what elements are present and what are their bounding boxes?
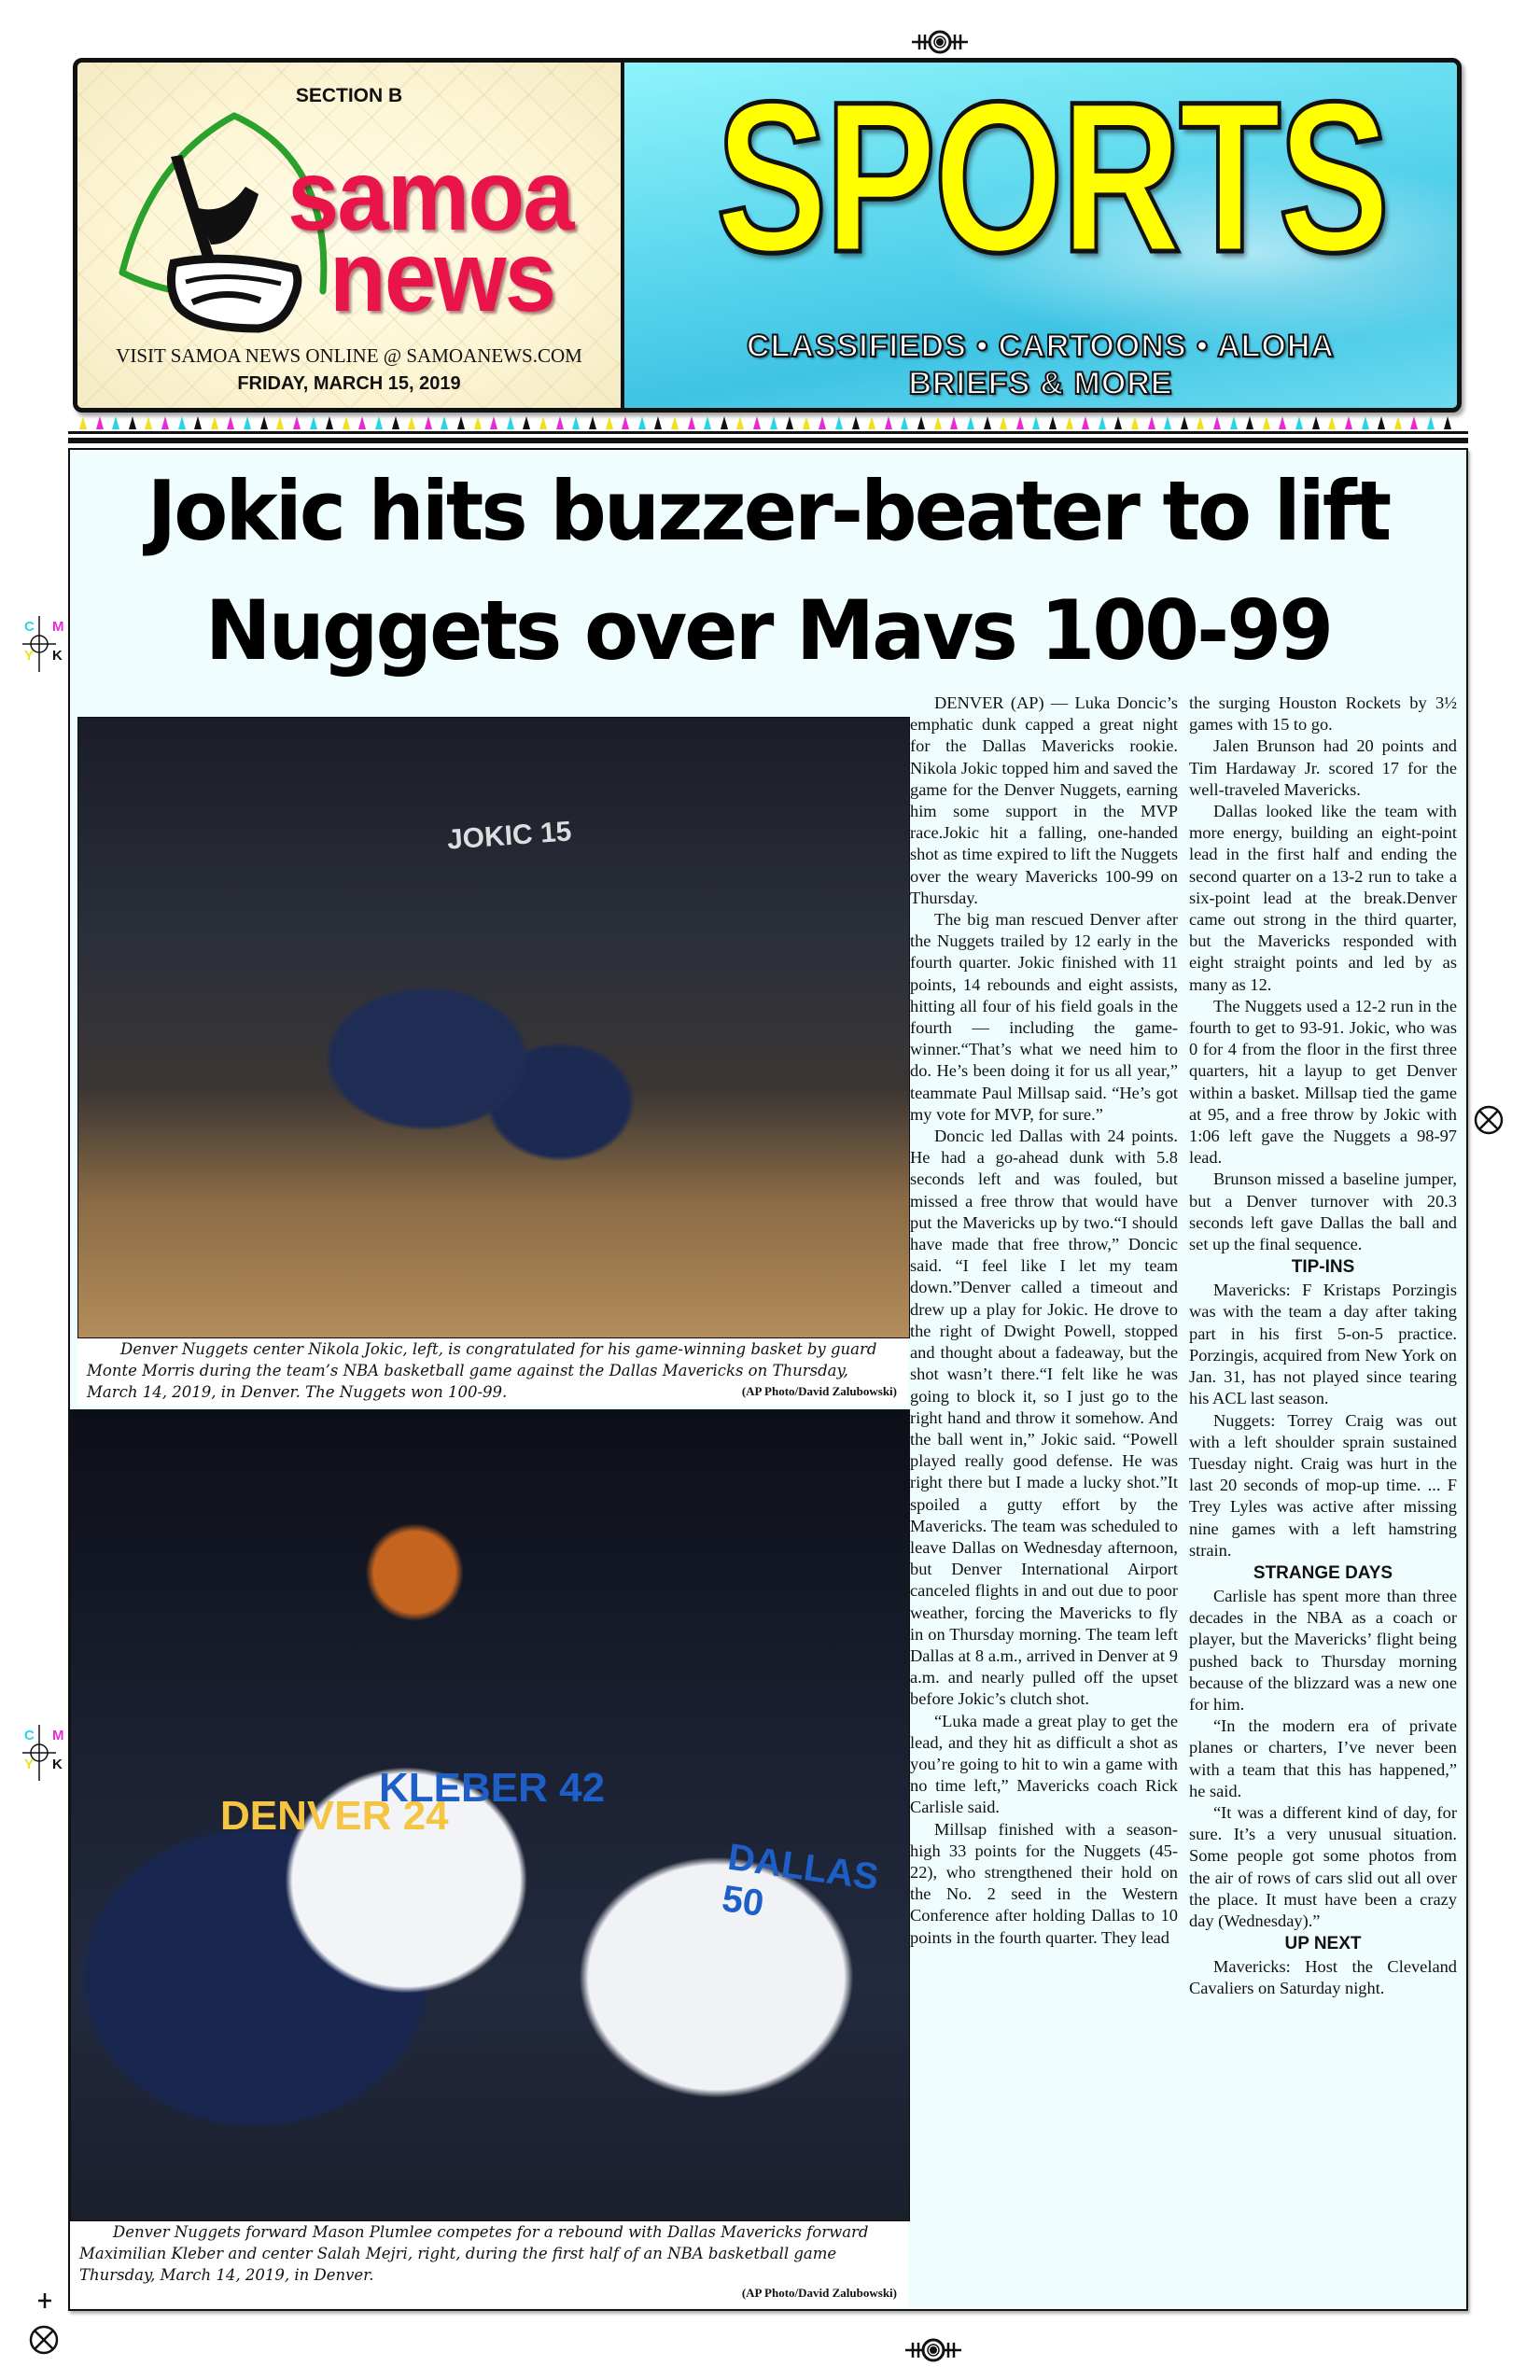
- registration-mark-icon: [903, 2338, 963, 2362]
- article-paragraph: Nuggets: Torrey Craig was out with a left shoulder sprain sustained Tuesday night. Craig was hurt in the last 20 seconds of mop-up time. ... F Trey Lyles was active after missing nine games with a left hamstring strain.: [1189, 1410, 1457, 1560]
- sports-banner: [624, 58, 1457, 408]
- triangle-ornament: [1246, 416, 1253, 429]
- triangle-ornament: [572, 416, 580, 429]
- article-paragraph: Brunson missed a baseline jumper, but a Denver turnover with 20.3 seconds left gave Dallas the ball and set up the final sequence.: [1189, 1169, 1457, 1254]
- article-column-2: [1189, 693, 1457, 2000]
- triangle-ornament: [1295, 416, 1303, 429]
- triangle-ornament: [638, 416, 646, 429]
- brand-wordmark-samoa: samoa: [287, 138, 573, 251]
- triangle-ornament: [671, 416, 679, 429]
- triangle-ornament: [211, 416, 218, 429]
- triangle-ornament: [79, 416, 87, 429]
- triangle-ornament: [917, 416, 925, 429]
- photo-credit: (AP Photo/David Zalubowski): [741, 2286, 897, 2300]
- triangle-ornament: [984, 416, 991, 429]
- triangle-ornament: [770, 416, 777, 429]
- article-paragraph: DENVER (AP) — Luka Doncic’s emphatic dunk capped a great night for the Dallas Mavericks rookie. Nikola Jokic topped him and saved the game for the Denver Nuggets, earning him some support in the MVP race.Jokic hit a falling, one-handed shot as time expired to lift the Nuggets over the weary Mavericks 100-99 on Thursday.: [910, 693, 1178, 907]
- crosshair-target-icon: [28, 2324, 60, 2356]
- section-contents-line1: CLASSIFIEDS • CARTOONS • ALOHA: [747, 329, 1335, 364]
- triangle-ornament: [523, 416, 530, 429]
- photo-rebound-battle: DENVER 24 KLEBER 42 DALLAS 50: [70, 1409, 910, 2221]
- triangle-ornament: [1279, 416, 1286, 429]
- triangle-ornament: [1016, 416, 1024, 429]
- triangle-ornament: [1181, 416, 1188, 429]
- triangle-ornament: [1197, 416, 1204, 429]
- section-contents-line2: BRIEFS & MORE: [908, 366, 1173, 401]
- triangle-ornament: [556, 416, 564, 429]
- triangle-ornament: [408, 416, 415, 429]
- plus-mark-icon: [35, 2291, 54, 2310]
- triangle-ornament: [260, 416, 268, 429]
- article-paragraph: The big man rescued Denver after the Nuggets trailed by 12 early in the fourth quarter. Jokic finished with 11 points, 14 rebounds and eight assists, hitting all four of his field goals in the fourth — including the game-winner.“That’s what we need him to do. He’s been doing it for us all year,” teammate Paul Millsap said. “He’s got my vote for MVP, for sure.”: [910, 910, 1178, 1124]
- triangle-ornament: [819, 416, 826, 429]
- triangle-ornament: [589, 416, 596, 429]
- triangle-ornament: [244, 416, 251, 429]
- photo-jokic-celebration: JOKIC 15: [77, 717, 910, 1338]
- triangle-ornament: [1362, 416, 1369, 429]
- article-paragraph: “It was a different kind of day, for sure. It’s a very unusual situation. Some people got some photos from the air of rows of cars slid out all over the place. It must have been a crazy day (Wednesday).”: [1189, 1802, 1457, 1930]
- section-label: SECTION B: [295, 85, 403, 106]
- photo-credit: (AP Photo/David Zalubowski): [741, 1384, 897, 1398]
- headline: Jokic hits buzzer-beater to lift: [147, 463, 1390, 559]
- triangle-ornament: [1444, 416, 1451, 429]
- triangle-ornament: [326, 416, 333, 429]
- article-paragraph: The Nuggets used a 12-2 run in the fourth to get to 93-91. Jokic, who was 0 for 4 from the floor in the first three quarters, hit a layup to get Denver within a basket. Millsap tied the game at 95, and a free throw by Jokic with 1:06 left gave the Nuggets a 98-97 lead.: [1189, 996, 1457, 1168]
- article-paragraph: Dallas looked like the team with more energy, building an eight-point lead in the first half and ending the second quarter on a 13-2 run to take a six-point lead at the break.Denver came out strong in the third quarter, but the Mavericks responded with eight straight points and led by as many as 12.: [1189, 802, 1457, 994]
- article-column-1: [910, 693, 1178, 1949]
- subhead-up-next: UP NEXT: [1284, 1934, 1362, 1954]
- article-paragraph: Jalen Brunson had 20 points and Tim Hardaway Jr. scored 17 for the well-traveled Mavericks.: [1189, 736, 1457, 799]
- triangle-ornament: [934, 416, 942, 429]
- triangle-ornament: [392, 416, 399, 429]
- triangle-ornament: [1263, 416, 1270, 429]
- divider-rule: [68, 438, 1468, 443]
- triangle-ornament: [441, 416, 448, 429]
- triangle-ornament: [227, 416, 234, 429]
- triangle-ornament: [1131, 416, 1139, 429]
- registration-mark-icon: [910, 30, 970, 54]
- article-paragraph: Mavericks: Host the Cleveland Cavaliers on Saturday night.: [1189, 1957, 1457, 1998]
- triangle-ornament: [654, 416, 662, 429]
- triangle-ornament: [1394, 416, 1402, 429]
- triangle-ornament: [1148, 416, 1155, 429]
- website-promo: VISIT SAMOA NEWS ONLINE @ SAMOANEWS.COM: [116, 344, 582, 367]
- triangle-ornament: [1378, 416, 1385, 429]
- triangle-ornament: [1230, 416, 1238, 429]
- brand-wordmark-news: news: [329, 219, 555, 332]
- triangle-ornament: [1410, 416, 1418, 429]
- triangle-ornament: [1345, 416, 1352, 429]
- triangle-ornament: [1213, 416, 1221, 429]
- triangle-ornament: [375, 416, 383, 429]
- triangle-ornament: [1082, 416, 1089, 429]
- triangle-ornament: [606, 416, 613, 429]
- triangle-ornament: [688, 416, 695, 429]
- triangle-ornament: [507, 416, 514, 429]
- issue-date: FRIDAY, MARCH 15, 2019: [237, 373, 461, 394]
- photo-caption: Denver Nuggets forward Mason Plumlee competes for a rebound with Dallas Mavericks forward Maximilian Kleber and center Salah Mejri, right, during the first half of an NBA basketball game Thursday, March 14, 2019, in Denver. (AP Photo/David Zalubowski): [70, 2221, 908, 2307]
- crosshair-target-icon: [1473, 1104, 1505, 1136]
- triangle-ornament: [310, 416, 317, 429]
- triangle-ornament: [1312, 416, 1320, 429]
- triangle-ornament: [852, 416, 860, 429]
- triangle-ornament: [194, 416, 202, 429]
- triangle-ornament: [129, 416, 136, 429]
- triangle-ornament: [1000, 416, 1007, 429]
- triangle-ornament: [868, 416, 875, 429]
- divider-rule: [68, 431, 1468, 434]
- triangle-ornament: [704, 416, 711, 429]
- triangle-ornament: [885, 416, 892, 429]
- article-paragraph: “Luka made a great play to get the lead, and they hit as difficult a shot as you’re going to hit to win a game with no time left,” Mavericks coach Rick Carlisle said.: [910, 1711, 1178, 1817]
- triangle-ornament: [786, 416, 793, 429]
- article-paragraph: Millsap finished with a season-high 33 points for the Nuggets (45-22), who strengthened their hold on the No. 2 seed in the Western Conference after holding Dallas to 10 points in the fourth quarter. They lead: [910, 1819, 1178, 1947]
- decorative-triangle-border: [79, 416, 1451, 431]
- triangle-ornament: [539, 416, 547, 429]
- triangle-ornament: [1328, 416, 1336, 429]
- triangle-ornament: [178, 416, 186, 429]
- triangle-ornament: [425, 416, 432, 429]
- triangle-ornament: [835, 416, 843, 429]
- section-title: SPORTS: [716, 58, 1388, 297]
- article-paragraph: Doncic led Dallas with 24 points. He had a go-ahead dunk with 5.8 seconds left and was fouled, but missed a free throw that would have put the Mavericks up by two.“I should have made that free throw,” Doncic said. “I feel like I let my team down.”Denver called a timeout and drew up a play for Jokic. He drove to the right of Dwight Powell, stopped and thought about a fadeaway, but the shot wasn’t there.“I felt like he was going to block it, so I just go to the right hand and throw it somehow. And the ball went in,” Jokic said. “Powell played really good defense. He was right there but I made a lucky shot.”It spoiled a gutty effort by the Mavericks. The team was scheduled to leave Dallas on Wednesday afternoon, but Denver International Airport canceled flights in and out due to poor weather, forcing the Mavericks to fly in on Thursday morning. The team left Dallas at 8 a.m., arrived in Denver at 9 a.m. and nearly pulled off the upset before Jokic’s clutch shot.: [910, 1127, 1178, 1709]
- subhead-strange-days: STRANGE DAYS: [1253, 1562, 1393, 1583]
- subhead-tip-ins: TIP-INS: [1291, 1257, 1355, 1278]
- triangle-ornament: [1114, 416, 1122, 429]
- triangle-ornament: [622, 416, 629, 429]
- cmyk-color-bar-icon: C M Y K: [24, 1728, 64, 1772]
- triangle-ornament: [358, 416, 366, 429]
- triangle-ornament: [721, 416, 728, 429]
- triangle-ornament: [293, 416, 301, 429]
- triangle-ornament: [96, 416, 104, 429]
- triangle-ornament: [901, 416, 908, 429]
- triangle-ornament: [803, 416, 810, 429]
- masthead: [73, 58, 1462, 413]
- photo-caption: Denver Nuggets center Nikola Jokic, left, is congratulated for his game-winning basket by guard Monte Morris during the team’s NBA basketball game against the Dallas Mavericks on Thursday, March 14, 2019, in Denver. The Nuggets won 100-99. (AP Photo/David Zalubowski): [77, 1338, 908, 1406]
- triangle-ornament: [112, 416, 119, 429]
- triangle-ornament: [967, 416, 974, 429]
- triangle-ornament: [276, 416, 284, 429]
- lead-story: [68, 448, 1468, 2311]
- triangle-ornament: [736, 416, 744, 429]
- triangle-ornament: [161, 416, 169, 429]
- triangle-ornament: [950, 416, 958, 429]
- triangle-ornament: [1099, 416, 1106, 429]
- triangle-ornament: [1164, 416, 1171, 429]
- article-paragraph: the surging Houston Rockets by 3½ games with 15 to go.: [1189, 693, 1457, 735]
- triangle-ornament: [1032, 416, 1040, 429]
- article-paragraph: “In the modern era of private planes or charters, I’ve never been with a team that this has happened,” he said.: [1189, 1716, 1457, 1800]
- article-paragraph: Carlisle has spent more than three decades in the NBA as a coach or player, but the Mavericks’ flight being pushed back to Thursday morning because of the blizzard was a new one for him.: [1189, 1586, 1457, 1714]
- triangle-ornament: [457, 416, 465, 429]
- triangle-ornament: [145, 416, 152, 429]
- headline: Nuggets over Mavs 100-99: [204, 582, 1332, 679]
- triangle-ornament: [490, 416, 497, 429]
- triangle-ornament: [1427, 416, 1435, 429]
- triangle-ornament: [343, 416, 350, 429]
- samoa-news-logo-panel: [77, 63, 624, 408]
- article-paragraph: Mavericks: F Kristaps Porzingis was with the team a day after taking part in his first 5-on-5 practice. Porzingis, acquired from New York on Jan. 31, has not played since tearing his ACL last season.: [1189, 1281, 1457, 1408]
- triangle-ornament: [753, 416, 761, 429]
- triangle-ornament: [474, 416, 482, 429]
- cmyk-color-bar-icon: C M Y K: [24, 619, 64, 664]
- triangle-ornament: [1066, 416, 1073, 429]
- triangle-ornament: [1049, 416, 1057, 429]
